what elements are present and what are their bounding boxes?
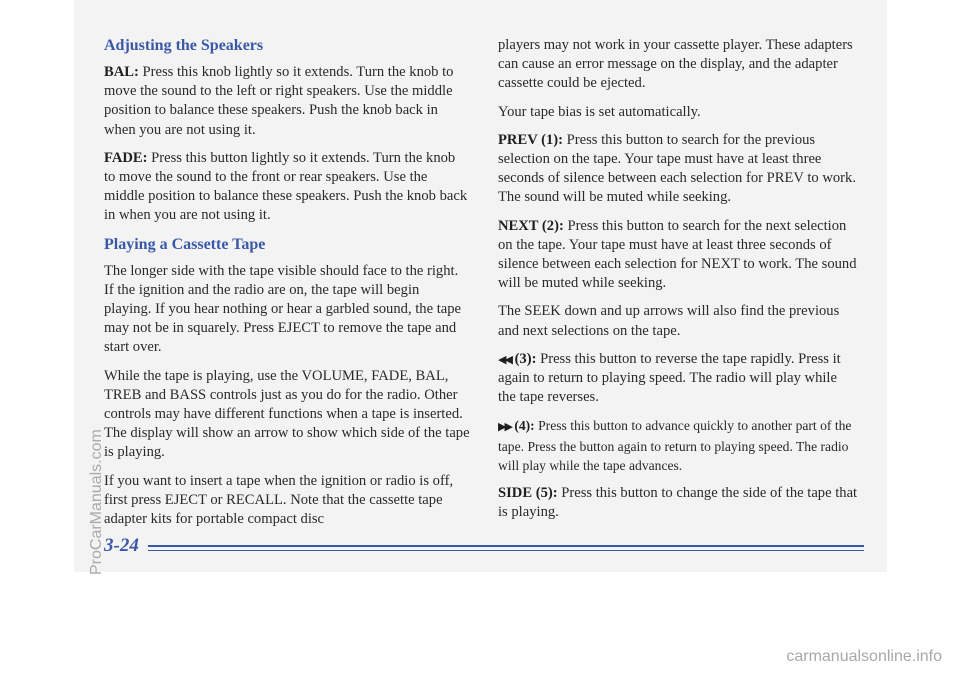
side-paragraph	[498, 484, 858, 522]
prev-paragraph	[498, 131, 858, 208]
side-text: Press this button to change the side of the tape that is playing.	[498, 485, 858, 521]
fade-paragraph	[104, 149, 470, 226]
bal-label: BAL:	[104, 64, 139, 80]
forward-text: Press this button to advance quickly to another part of the tape. Press the button again to return to playing speed. The radio will play while the tape advances.	[498, 418, 852, 473]
next-paragraph	[498, 217, 858, 294]
side-watermark: ProCarManuals.com	[88, 429, 105, 575]
right-column	[498, 36, 858, 531]
rewind-icon: ◀◀	[498, 352, 511, 366]
forward-paragraph	[498, 416, 858, 475]
prev-text: Press this button to search for the previous selection on the tape. Your tape must have at least three seconds of silence between each selection for PREV to work. The sound will be muted while seeking.	[498, 131, 856, 206]
footer-rule-thin	[148, 550, 864, 551]
bottom-watermark: carmanualsonline.info	[786, 648, 942, 665]
bal-paragraph	[104, 63, 470, 140]
page-footer	[104, 535, 864, 565]
left-column	[104, 36, 470, 538]
reverse-text: Press this button to reverse the tape rapidly. Press it again to return to playing speed. The radio will play while the tape reverses.	[498, 350, 841, 406]
bal-text: Press this knob lightly so it extends. Turn the knob to move the sound to the left or right speakers. Use the middle position to balance these speakers. Push the knob back in when you are not using it.	[104, 64, 454, 138]
side-label: SIDE (5):	[498, 485, 558, 502]
footer-rule	[148, 545, 864, 547]
reverse-label: (3):	[510, 350, 537, 367]
reverse-paragraph	[498, 350, 858, 408]
fade-text: Press this button lightly so it extends. Turn the knob to move the sound to the front or rear speakers. Use the middle position to balance these speakers. Push the knob back in when you are not using it.	[104, 149, 468, 224]
next-text: Press this button to search for the next selection on the tape. Your tape must have at least three seconds of silence between each selection for NEXT to work. The sound will be muted while seeking.	[498, 217, 857, 292]
heading-playing-cassette: Playing a Cassette Tape	[104, 235, 266, 253]
forward-label: (4):	[510, 418, 535, 434]
cassette-paragraph-2: While the tape is playing, use the VOLUME, FADE, BAL, TREB and BASS controls just as you do for the radio. Other controls may have different functions when a tape is inserted. The display will show an arrow to show which side of the tape is playing.	[104, 367, 470, 461]
prev-label: PREV (1):	[498, 131, 563, 148]
tape-bias-paragraph: Your tape bias is set automatically.	[498, 103, 701, 120]
seek-paragraph: The SEEK down and up arrows will also find the previous and next selections on the tape.	[498, 303, 840, 339]
adapter-continued-paragraph: players may not work in your cassette player. These adapters can cause an error message on the display, and the adapter cassette could be ejected.	[498, 37, 853, 92]
heading-adjusting-speakers: Adjusting the Speakers	[104, 37, 264, 54]
cassette-paragraph-3: If you want to insert a tape when the ignition or radio is off, first press EJECT or RECALL. Note that the cassette tape adapter kits for portable compact disc	[104, 472, 454, 528]
cassette-paragraph-1: The longer side with the tape visible should face to the right. If the ignition and the radio are on, the tape will begin playing. If you hear nothing or hear a garbled sound, the tape may not be in squarely. Press EJECT to remove the tape and start over.	[104, 262, 462, 356]
fade-label: FADE:	[104, 149, 148, 166]
fast-forward-icon: ▶▶	[498, 420, 511, 434]
page-number: 3-24	[104, 535, 139, 556]
next-label: NEXT (2):	[498, 217, 564, 234]
